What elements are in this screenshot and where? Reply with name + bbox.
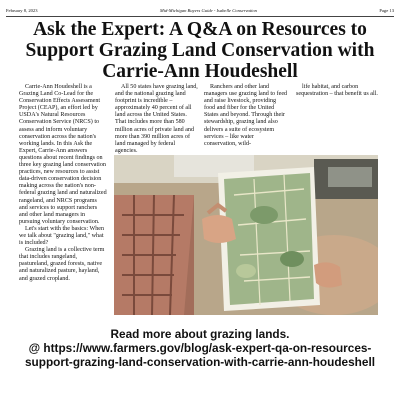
running-header <box>6 5 394 15</box>
paragraph: Ranchers and other land managers use grazing land to feed and raise livestock, providing food and fiber for the United States and beyond. Through their stewardship, grazing land also delivers a suite of ecosystem services – like water conservation, wild- <box>204 84 288 147</box>
article-photo <box>114 155 378 315</box>
paragraph: Let's start with the basics: When we talk about "grazing land," what is included? <box>19 225 105 247</box>
photo-illustration <box>114 155 378 315</box>
article-column-3 <box>204 84 288 148</box>
paragraph: All 50 states have grazing land, and the national grazing land footprint is incredible – approximately 40 percent of all land across the United States. That includes more than 580 million acres of private land and more than 390 million acres of land managed by federal agencies. <box>115 84 198 154</box>
paragraph: Grazing land is a collective term that includes rangeland, pastureland, grazed forests, native and naturalized pasture, hayland, and grazed cropland. <box>19 247 105 282</box>
article-column-4 <box>296 84 380 98</box>
issue-date: February 8, 2023 <box>6 7 38 13</box>
read-more-footer <box>8 327 392 369</box>
publication-name: Mid-Michigan Buyers Guide - Isabelle Conservation <box>159 7 257 13</box>
page-number: Page 13 <box>379 7 394 13</box>
article-column-2 <box>115 84 198 155</box>
paragraph: life habitat, and carbon sequestration – that benefit us all. <box>296 84 378 98</box>
header-rule <box>6 16 394 17</box>
article-headline: Ask the Expert: A Q&A on Resources to Support Grazing Land Conservation with Carrie-Ann Houdeshell <box>25 19 375 82</box>
paragraph: Carrie-Ann Houdeshell is a Grazing Land Co-Lead for the Conservation Effects Assessment Project (CEAP), an effort led by USDA's Natural Resources Conservation Service (NRCS) to assess and inform voluntary conservation across the nation's working lands. In this Ask the Expert, Carrie-Ann answers questions about recent findings on three key grazing land conservation practices, new resources to assist data-driven conservation decision making across the nation's non-federal grazing land and naturalized rangeland, and NRCS programs and services to support ranchers and other land managers in pursuing voluntary conservation. <box>19 84 107 225</box>
read-more-link[interactable]: @ https://www.farmers.gov/blog/ask-expert-qa-on-resources-support-grazing-land-conservation-with-carrie-ann-houdeshell <box>25 341 375 369</box>
read-more-heading: Read more about grazing lands. <box>110 327 290 341</box>
article-column-1 <box>19 84 107 283</box>
